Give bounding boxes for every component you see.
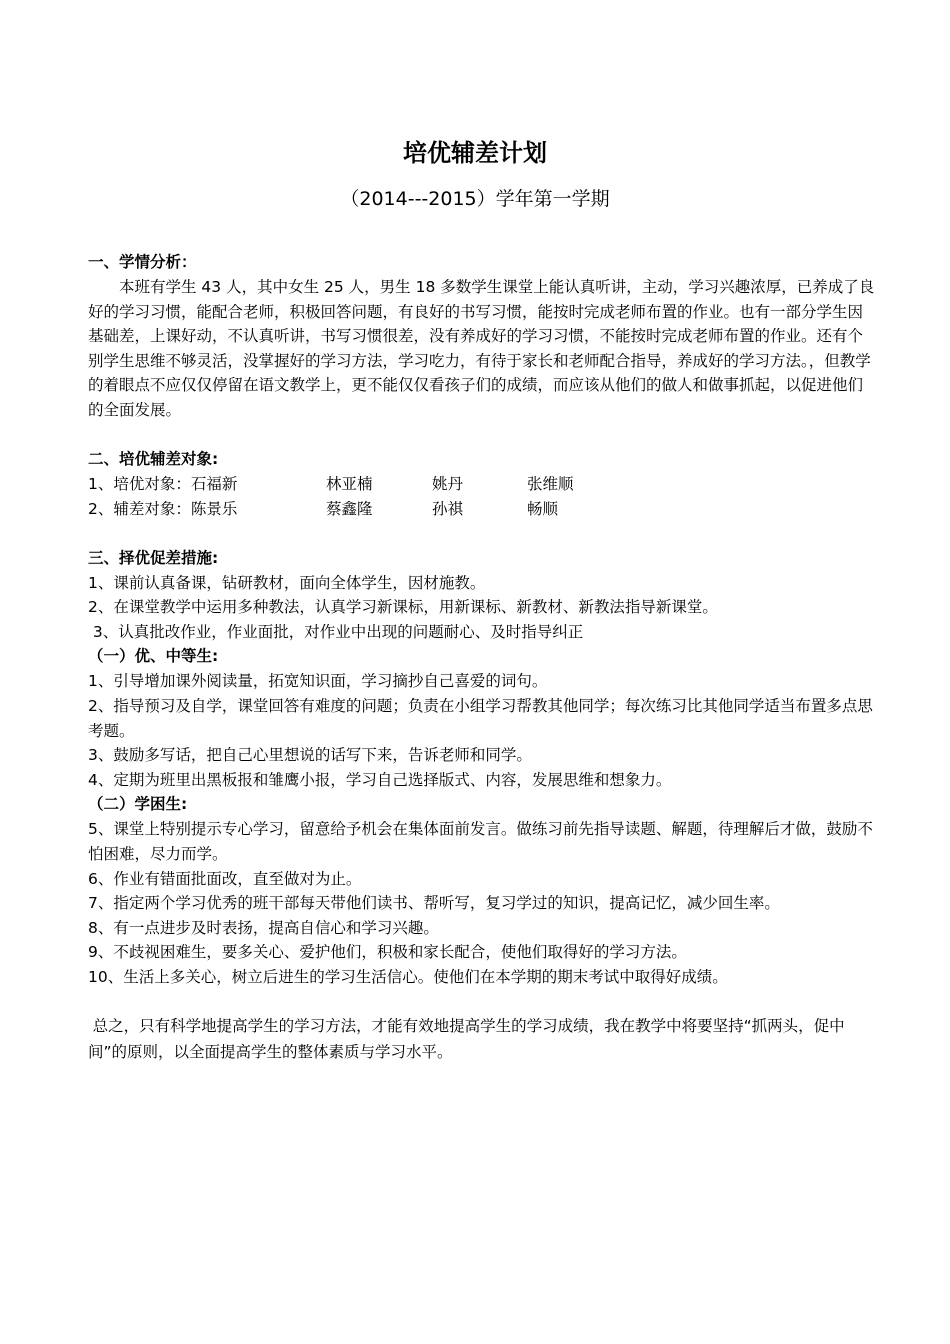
spacer [88, 522, 878, 546]
section3-heading: 三、择优促差措施: [88, 548, 219, 567]
measure-item: 3、鼓励多写话，把自己心里想说的话写下来，告诉老师和同学。 [88, 746, 532, 765]
target-row-excellent [88, 472, 878, 497]
section1-paragraph: 本班有学生 43 人，其中女生 25 人，男生 18 多数学生课堂上能认真听讲，主动，学习兴趣浓厚，已养成了良好的学习习惯，能配合老师，积极回答问题，有良好的书写习惯，能按时完成老师布置的作业。也有一部分学生因基础差，上课好动，不认真听讲，书写习惯很差，没有养成好的学习习惯，不能按时完成老师布置的作业。还有个别学生思维不够灵活，没掌握好的学习方法，学习吃力，有待于家长和老师配合指导，养成好的学习方法。，但教学的着眼点不应仅仅停留在语文教学上，更不能仅仅看孩子们的成绩，而应该从他们的做人和做事抓起，以促进他们的全面发展。 [88, 278, 875, 419]
target-label: 2、辅差对象：陈景乐 [88, 499, 238, 518]
subsection2-heading: （二）学困生: [88, 795, 188, 814]
measure-item: 9、不歧视困难生，要多关心、爱护他们，积极和家长配合，使他们取得好的学习方法。 [88, 943, 687, 962]
measure-item: 5、课堂上特别提示专心学习，留意给予机会在集体面前发言。做练习前先指导读题、解题，待理解后才做，鼓励不怕困难，尽力而学。 [88, 820, 873, 863]
measure-item: 1、课前认真备课，钻研教材，面向全体学生，因材施教。 [88, 573, 486, 592]
measure-item: 1、引导增加课外阅读量，拓宽知识面，学习摘抄自己喜爱的词句。 [88, 672, 548, 691]
measure-item: 6、作业有错面批面改，直至做对为止。 [88, 869, 362, 888]
measure-item: 4、定期为班里出黑板报和雏鹰小报，学习自己选择版式、内容，发展思维和想象力。 [88, 770, 672, 789]
student-name: 林亚楠 [326, 474, 373, 493]
document-title: 培优辅差计划 [403, 139, 547, 167]
student-name: 孙祺 [432, 499, 464, 518]
measure-item: 2、在课堂教学中运用多种教法，认真学习新课标，用新课标、新教材、新教法指导新课堂。 [88, 598, 718, 617]
spacer [88, 989, 878, 1013]
measure-item: 2、指导预习及自学，课堂回答有难度的问题；负责在小组学习帮教其他同学；每次练习比其他同学适当布置多点思考题。 [88, 696, 873, 740]
measure-item: 8、有一点进步及时表扬，提高自信心和学习兴趣。 [88, 918, 439, 937]
section2-heading: 二、培优辅差对象: [88, 449, 219, 468]
subsection1-heading: （一）优、中等生: [88, 647, 219, 666]
target-row-support [88, 497, 878, 522]
student-name: 畅顺 [527, 499, 559, 518]
closing-paragraph: 总之，只有科学地提高学生的学习方法，才能有效地提高学生的学习成绩，我在教学中将要坚持“抓两头，促中间”的原则，以全面提高学生的整体素质与学习水平。 [88, 1017, 845, 1062]
student-name: 姚丹 [432, 474, 464, 493]
measure-item: 10、生活上多关心，树立后进生的学习生活信心。使他们在本学期的期末考试中取得好成绩。 [88, 967, 728, 986]
student-name: 张维顺 [527, 474, 574, 493]
spacer [88, 423, 878, 447]
section1-heading: 一、学情分析： [88, 253, 197, 271]
document-subtitle: （2014---2015）学年第一学期 [340, 188, 610, 210]
measure-item: 7、指定两个学习优秀的班干部每天带他们读书、帮听写，复习学过的知识，提高记忆，减少回生率。 [88, 894, 780, 913]
measure-item: 3、认真批改作业，作业面批，对作业中出现的问题耐心、及时指导纠正 [88, 622, 584, 641]
document-body [88, 250, 878, 1065]
target-label: 1、培优对象：石福新 [88, 474, 238, 493]
student-name: 蔡鑫隆 [326, 499, 373, 518]
